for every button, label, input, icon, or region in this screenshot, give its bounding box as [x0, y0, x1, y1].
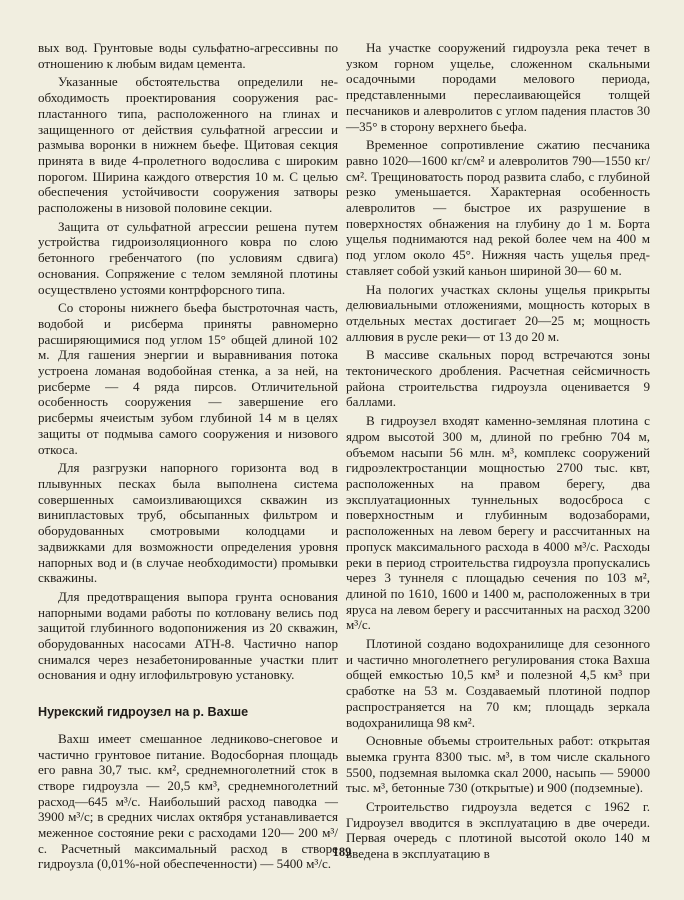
paragraph: Указанные обстоятельства определили необходимость проектирования сооружения распластанного типа, расположенного на глинах и защищенного от действия сульфатной агрессии и размыва воронки в нижнем бьефе. Щитовая секция принята в виде 4-пролетного водослива с широким порогом. Ширина каждого отверстия 10 м. С целью обеспечения устойчивости сооружения затворы расположены в низовой половине секции. [38, 74, 338, 216]
paragraph: Защита от сульфатной агрессии решена путем устройства гидроизоляционного ковра по слою бетонного гребенчатого (по условиям сдвига) основания. Сопряжение с телом земляной плотины осуществлено устоями контрфорсного типа. [38, 218, 338, 297]
section-heading: Нурекский гидроузел на р. Вахше [38, 705, 249, 720]
paragraph: вых вод. Грунтовые воды сульфатно-агрессивны по отношению к любым видам цемента. [38, 40, 338, 71]
paragraph: Вахш имеет смешанное ледниково-снеговое и частично грунтовое питание. Водосборная площадь его равна 30,7 тыс. км², среднемноголетний сток в створе гидроузла — 20,5 км³, среднемноголетний расход—645 м³/с. Наибольший расход паводка — 3900 м³/с; в средних числах октября устанавливается меженное состояние реки с расходами 120— 200 м³/с. Расчетный максимальный расход в створе гидроузла (0,01%-ной обеспеченности) — 5400 м³/с. [38, 730, 338, 872]
paragraph: Для предотвращения выпора грунта основания напорными водами работы по котловану велись под защитой глубинного водопонижения из 20 скважин, оборудованных насосами АТН-8. Частично напор снимался через незабетонированные участки плит основания и одну иглофильтровую установку. [38, 588, 338, 683]
paragraph: Плотиной создано водохранилище для сезонного и частично многолетнего регулирования стока Вахша общей емкостью 10,5 км³ и полезной 4,5 км³ при сработке на 53 м. Создаваемый плотиной подпор распространяется на 70 км; площадь зеркала водохранилища 98 км². [346, 636, 650, 730]
paragraph: Временное сопротивление сжатию песчаника равно 1020—1600 кг/см² и алевролитов 790—1550 кг/см². Трещиноватость пород развита слабо, с глубиной резко уменьшается. Характерная особенность алевролитов — быстрое их разрушение в поверхностях обнажения на глубину до 1 м. Борта ущелья поднимаются над рекой более чем на 400 м под углом около 45°. Нижняя часть ущелья представляет собой узкий каньон шириной 30— 60 м. [346, 137, 650, 278]
paragraph: В гидроузел входят каменно-земляная плотина с ядром высотой 300 м, длиной по гребню 704 м, объемом насыпи 56 млн. м³, комплекс сооружений гидроэлектростанции мощностью 2700 тыс. квт, расположенных на правом берегу, два эксплуатационных туннельных водосброса с поверхностным и глубинным водозаборами, расположенных на левом берегу и рассчитанных на пропуск максимального расхода в 4000 м³/с. Расходы реки в период строительства гидроузла пропускались через 3 туннеля с площадью сечения по 103 м², длиной по 1610, 1600 и 1400 м, расположенных в три яруса на левом берегу и рассчитанных на расход 3200 м³/с. [346, 413, 650, 633]
paragraph: Для разгрузки напорного горизонта вод в плывунных песках была выполнена система совершенных самоизливающихся скважин из винипластовых труб, обсыпанных фильтром и оборудованных смотровыми колодцами и задвижками для возможности определения уровня напорных вод и (в случае необходимости) промывки скважины. [38, 460, 338, 586]
paragraph: Основные объемы строительных работ: открытая выемка грунта 8300 тыс. м³, в том числе скального 5500, подземная выломка скал 2000, насыпь — 59000 тыс. м³, бетонные 730 (открытые) и 900 (подземные). [346, 733, 650, 796]
right-column [346, 40, 650, 865]
paragraph: Строительство гидроузла ведется с 1962 г. Гидроузел вводится в эксплуатацию в две очереди. Первая очередь с плотиной высотой около 140 м введена в эксплуатацию в [346, 799, 650, 862]
paragraph: Со стороны нижнего бьефа быстроточная часть, водобой и рисберма приняты равномерно расширяющимися под углом 15° общей длиной 102 м. Для гашения энергии и выравнивания потока устроена ломаная водобойная стенка, а за ней, на рисберме — 4 ряда пирсов. Отличительной особенность сооружения — завершение его рисбермы ячеистым зубом глубиной 14 м в целях защиты от подмыва самого сооружения и низового откоса. [38, 300, 338, 457]
left-column [38, 40, 338, 875]
page-number: 189 [332, 845, 352, 859]
paragraph: На пологих участках склоны ущелья прикрыты делювиальными отложениями, мощность которых в отдельных местах достигает 20—25 м; мощность аллювия в русле реки— от 13 до 20 м. [346, 281, 650, 344]
paragraph: На участке сооружений гидроузла река течет в узком горном ущелье, сложенном скальными осадочными породами мелового периода, представленными переслаивающейся толщей песчаников и алевролитов с углом падения пластов 30—35° в сторону верхнего бьефа. [346, 40, 650, 134]
paragraph: В массиве скальных пород встречаются зоны тектонического дробления. Расчетная сейсмичность района строительства гидроузла оценивается 9 баллами. [346, 347, 650, 410]
